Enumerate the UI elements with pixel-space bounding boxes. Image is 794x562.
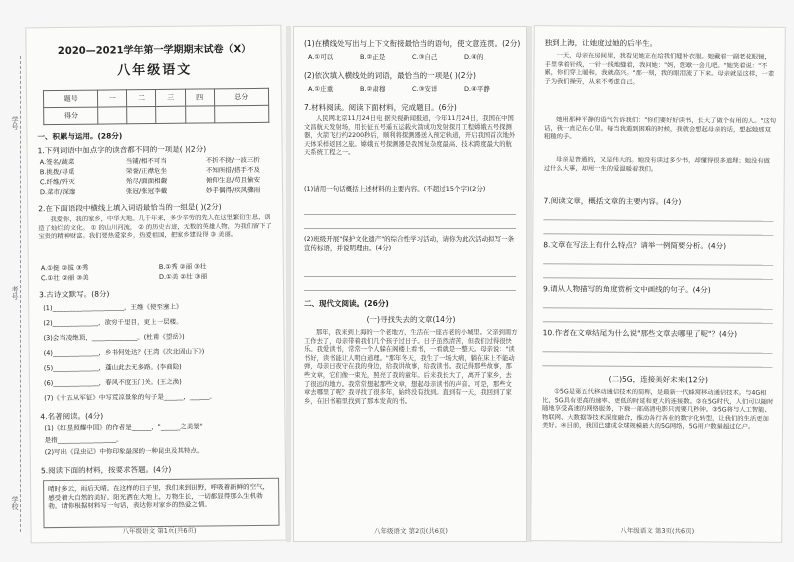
option-text: D.①美 ②壮 ③丽 xyxy=(158,272,208,281)
q3-line[interactable]: (1)______________________，王维《使至塞上》 xyxy=(43,302,183,313)
reading-2-title: (二)5G，连接美好未来(12分) xyxy=(608,374,709,385)
answer-line[interactable] xyxy=(304,205,516,215)
q2-option-row xyxy=(41,272,277,284)
q3-line[interactable]: (5)______________，蓬山此去无多路。(李商隐) xyxy=(43,362,182,373)
answer-line[interactable] xyxy=(543,342,773,354)
page-gap xyxy=(286,26,291,542)
binding-label-student-no: 学号 xyxy=(11,116,19,130)
score-table xyxy=(43,88,269,125)
option-text: B.②正是 xyxy=(360,53,386,61)
question-p3-2: 8.文章在写法上有什么特点？请举一例简要分析。(4分) xyxy=(543,240,727,251)
page3-intro-line: 独到上海，让她度过她的后半生。 xyxy=(544,38,658,48)
q3-line[interactable]: (6)______________，春风不度玉门关。(王之涣) xyxy=(43,377,182,388)
option-text: 不知所措/措手不及 xyxy=(205,165,261,175)
question-p3-3: 9.请从人物描写的角度赏析文中画线的句子。(4分) xyxy=(542,284,711,295)
q6-options xyxy=(308,53,522,63)
option-text: 殆尽/面面相觑 xyxy=(125,176,168,186)
option-text: C.③自己 xyxy=(412,53,438,61)
exam-page-1 xyxy=(25,25,286,544)
q3-lines xyxy=(43,302,280,409)
q3-line[interactable]: (7)《十五从军征》中写荒凉景象的句子是______，______。 xyxy=(44,392,216,403)
question-p3-1: 7.阅读文章，概括文章的主要内容。(4分) xyxy=(543,196,682,207)
reading-1-title: (一)寻找失去的文章(14分) xyxy=(366,315,456,324)
option-text: D.④的 xyxy=(464,53,484,61)
binding-label-exam-no: 考号 xyxy=(11,286,19,300)
q6-option-row xyxy=(308,53,522,63)
score-blank[interactable] xyxy=(185,106,214,123)
q1-option-row xyxy=(40,186,280,199)
option-text: 荣誉/正襟危坐 xyxy=(125,166,168,176)
answer-line[interactable] xyxy=(304,219,516,229)
q8-passage: 人民网北京11月24日电 据央视新闻报道，今年11月24日，我国在中国文昌航天发射场，用长征五号遥五运载火箭成功发射探月工程嫦娥五号探测器，火箭飞行约2200秒后，顺利将探测器送入预定轨道，开启我国首次地外天体采样返回之旅。嫦娥五号探测器是我国复杂度最高、技术跨度最大的航天系统工程之一。 xyxy=(304,115,516,157)
question-8: 7.材料阅读。阅读下面材料，完成题目。(6分) xyxy=(304,103,457,112)
section-2-title: 二、现代文阅读。(26分) xyxy=(304,299,389,308)
score-cell: 四 xyxy=(185,89,214,106)
option-text: C.纤维/歼灭 xyxy=(39,177,75,187)
q4-line[interactable]: (2)写出《昆虫记》中你印象最深的一种昆虫及其特点。 xyxy=(44,446,204,457)
page-footer-2: 八年级语文 第2页(共6页) xyxy=(374,527,448,535)
exam-page-3 xyxy=(530,25,786,543)
question-3: 3.古诗文默写。(8分) xyxy=(39,289,110,300)
option-text: C.①壮 ②丽 ③美 xyxy=(40,273,89,283)
q4-lines xyxy=(44,422,280,460)
question-p3-4: 10.作者在文章结尾为什么说"那些文章去哪里了呢"？(4分) xyxy=(542,328,738,339)
answer-line[interactable] xyxy=(543,254,773,266)
option-text: 不折不挠/一波三折 xyxy=(205,155,260,165)
answer-line[interactable] xyxy=(543,268,773,280)
score-cell: 得分 xyxy=(44,107,99,125)
exam-title: 八年级语文 xyxy=(117,62,193,79)
option-text: B.挑拨/寻觅 xyxy=(39,167,75,177)
exam-header: 2020—2021学年第一学期期末试卷（X） xyxy=(57,43,252,58)
q5-material-box xyxy=(43,478,279,528)
reading-1-passage: 那年，我来到上海的一个老地方，生活在一座古老的小城里。父亲到南方工作去了，母亲带着我们几个孩子过日子。日子虽然清苦，但我们过得很快乐。我爱读书，常常一个人躲在阁楼上看书，一看就是一整天。母亲说："读书好，读书能让人明白道理。"那年冬天，我生了一场大病，躺在床上不能动弹，母亲日夜守在我的身边，给我讲故事，给我读书。我记得那些故事，那些文章，它们像一束光，照亮了我的童年。后来我长大了，离开了家乡，去了很远的地方。我常常想起那些文章，想起母亲读书的声音。可是，那些文章去哪里了呢？我寻找了很多年，始终没有找到。直到有一天，我回到了家乡，在旧书箱里找到了那本发黄的书。 xyxy=(304,329,518,405)
score-blank[interactable] xyxy=(127,106,156,123)
q7-options xyxy=(308,85,522,95)
option-text: A.签名/蔬菜 xyxy=(39,157,75,167)
option-text: A.①庄重 xyxy=(308,85,334,93)
page3-passage-2: 她用那种平静的语气告诉我们："你们要好好读书，长大了做个有用的人。"这句话，我一直记在心里。每当我遇到困难的时候，我就会想起母亲的话，想起她那双粗糙的手。 xyxy=(543,116,777,141)
q3-line[interactable]: (4)______________，乡书何处达？(王湾《次北固山下》) xyxy=(43,347,205,358)
reading-2-passage: ①5G是第五代移动通信技术的简称，是最新一代蜂窝移动通信技术。与4G相比，5G具有更高的速率、更低的时延和更大的连接数。②在5G时代，人们可以随时随地享受高速的网络服务，下载一部高清电影只需要几秒钟。③5G将与人工智能、物联网、大数据等技术深度融合，推动各行各业的数字化转型，让我们的生活更加美好。④目前，我国已建成全球规模最大的5G网络，5G用户数量超过亿户。 xyxy=(541,388,774,432)
option-text: 妙手偶得/疾风骤雨 xyxy=(205,185,261,195)
q8-sub-question-2: (2)班级开展"保护文化遗产"的综合性学习活动，请你为此次活动拟写一条宣传标语，并说明理由。(4分) xyxy=(304,235,515,252)
binding-label-school: 学校 xyxy=(11,496,19,510)
q7-option-row xyxy=(308,85,522,95)
score-cell: 总分 xyxy=(214,88,269,106)
answer-line[interactable] xyxy=(304,267,516,277)
score-table-score-row xyxy=(44,105,269,124)
page3-passage-3: 母亲是普通的，又是伟大的。她没有读过多少书，却懂得很多道理；她没有做过什么大事，却用一生的爱温暖着我们。 xyxy=(543,156,770,173)
q1-options xyxy=(40,156,280,199)
score-blank[interactable] xyxy=(98,107,127,124)
q3-line[interactable]: (3)会当凌绝顶，______________。(杜甫《望岳》) xyxy=(43,332,185,343)
option-text: 俯仰生息/苟且偷安 xyxy=(205,175,261,185)
answer-line[interactable] xyxy=(304,281,516,291)
answer-line[interactable] xyxy=(543,210,773,222)
question-7: (2)依次填入横线处的词语，最恰当的一项是( )(2分) xyxy=(304,71,476,80)
exam-page-2 xyxy=(293,26,527,542)
option-text: A.①可以 xyxy=(308,53,334,61)
fold-line xyxy=(20,56,21,532)
score-cell: 三 xyxy=(156,89,185,106)
option-text: C.③安详 xyxy=(412,85,438,93)
q5-material-text: 晴时多云，雨后天晴。在这样的日子里，我们来到田野，呼吸着新鲜的空气，感受着大自然的美好。阳光洒在大地上，万物生长，一切都显得那么生机勃勃。请你根据材料写一句话，表达你对家乡的热爱之情。 xyxy=(48,482,270,511)
q2-passage: 我爱你，我的家乡，中华大地。几千年来，多少辛劳的先人在这里繁衍生息，创造了灿烂的文化。 ① 的山川河流， ② 的历史古迹，无数的英雄人物，为我们留下了宝贵的精神财富。我们要热爱家乡，热爱祖国，把家乡建设得 ③ 美丽。 xyxy=(38,213,272,241)
score-blank[interactable] xyxy=(214,105,269,123)
q4-line[interactable]: 是指__________________。 xyxy=(44,435,123,445)
page-footer-1: 八年级语文 第1页(共6页) xyxy=(122,526,197,536)
q3-line[interactable]: (2)______________，欲穷千里目，更上一层楼。 xyxy=(43,317,183,328)
option-text: B.②肃穆 xyxy=(360,85,386,93)
option-text: A.①挺 ②拔 ③秀 xyxy=(40,263,89,273)
question-6: (1)在横线处写出与上下文衔接最恰当的语句，使文意连贯。(2分) xyxy=(304,39,521,48)
answer-line[interactable] xyxy=(543,298,773,310)
page3-passage-1: 一天，母亲在房间里，我看见她正在给我们缝补衣服。她戴着一副老花眼镜，手里拿着针线，一针一线地缝着，我问她："妈，您歇一会儿吧。"她笑着说："不累，你们穿上暖和，我就高兴。"那一刻，我的眼泪流了下来。母亲就是这样，一辈子为我们操劳，从来不考虑自己。 xyxy=(544,52,775,86)
section-1-title: 一、积累与运用。(28分) xyxy=(37,131,123,142)
option-text: B.①秀 ②丽 ③壮 xyxy=(158,262,207,271)
score-blank[interactable] xyxy=(156,106,185,123)
question-1: 1.下列词语中加点字的读音都不同的一项是( )(2分) xyxy=(37,144,207,156)
score-cell: 一 xyxy=(98,90,127,107)
q4-line[interactable]: (1)《红星照耀中国》的作者是______，"______之美景" xyxy=(44,422,203,433)
score-cell: 二 xyxy=(127,89,156,106)
option-text: D.菜市/深邃 xyxy=(39,187,76,197)
question-5: 5.阅读下面的材料，按要求答题。(4分) xyxy=(40,464,172,476)
page-footer-3: 八年级语文 第3页(共6页) xyxy=(620,526,695,536)
question-2: 2.在下面语段中横线上填入词语最恰当的一组是( )(2分) xyxy=(38,202,222,214)
score-cell: 题号 xyxy=(43,90,98,108)
question-4: 4.名著阅读。(4分) xyxy=(40,411,104,422)
option-text: 张冠/张冠李戴 xyxy=(125,186,168,196)
option-text: D.④平静 xyxy=(464,85,490,93)
q8-sub-question-1: (1)请用一句话概括上述材料的主要内容。(不超过15个字)(2分) xyxy=(304,185,486,193)
answer-line[interactable] xyxy=(543,224,773,236)
answer-line[interactable] xyxy=(542,356,772,368)
option-text: 当铺/相不可当 xyxy=(125,156,167,166)
binding-margin xyxy=(0,26,26,542)
answer-line[interactable] xyxy=(543,312,773,324)
q2-options xyxy=(41,262,277,284)
